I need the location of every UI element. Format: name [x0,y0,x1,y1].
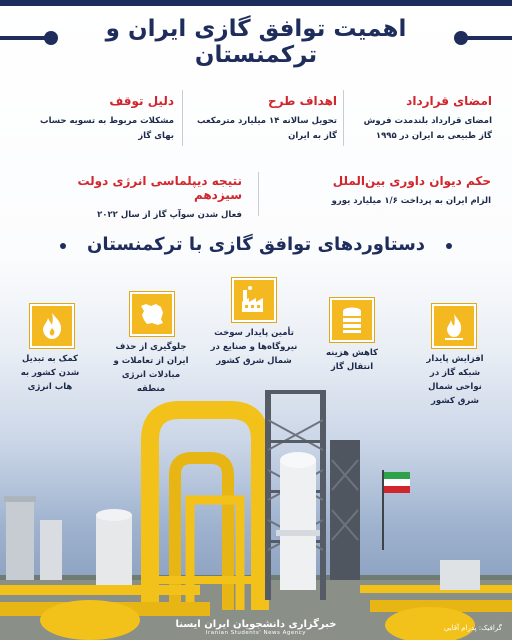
card-title: حکم دیوان داوری بین‌الملل [332,174,491,188]
header [0,12,512,68]
card-text: تحویل سالانه ۱۴ میلیارد مترمکعب گاز به ایران [196,116,337,141]
agency-name-fa: خبرگزاری دانشجویان ایران ایسنا [175,619,337,630]
flame-icon [30,304,74,348]
section-dot-right [446,243,452,249]
card-contract-signing [352,94,492,144]
title-dot-left [44,31,58,45]
title-rule-right [466,36,512,40]
card-text: الزام ایران به پرداخت ۱/۶ میلیارد یورو [331,196,491,206]
card-title: اهداف طرح [267,94,337,108]
divider [343,90,344,146]
gas-facility-illustration [0,380,512,640]
card-text: مشکلات مربوط به تسویه حساب بهای گاز [40,116,174,141]
page-title: اهمیت توافق گازی ایران و ترکمنستان [105,16,407,68]
coins-icon [330,298,374,342]
card-text: امضای قرارداد بلندمدت فروش گاز طبیعی به ایران در ۱۹۹۵ [363,116,492,141]
agency-name-en: Iranian Students' News Agency [205,630,307,636]
achievement-text: کاهش هزینه انتقال گاز [325,348,378,372]
card-diplomacy-result [30,174,242,223]
divider [258,172,259,216]
section-title: دستاوردهای توافق گازی با ترکمنستان [86,234,426,255]
title-rule-left [0,36,46,40]
top-bar [0,0,512,6]
graphic-credit: گرافیک: پدرام آقایی [443,624,502,632]
achievement-text: تأمین پایدار سوخت نیروگاه‌ها و صنایع در شمال شرق کشور [210,328,298,366]
achievement-text: کمک به تبدیل شدن کشور به هاب انرژی [20,354,80,392]
gas-flame-icon [432,304,476,348]
card-project-goals [192,94,337,144]
card-title: نتیجه دیپلماسی انرژی دولت سیزدهم [77,174,242,202]
factory-icon [232,278,276,322]
agency-logo [0,619,512,636]
card-title: دلیل توقف [109,94,174,108]
achievement-text: جلوگیری از حذف ایران از تعاملات و مبادلات انرژی منطقه [113,342,189,394]
achievement-text: افزایش پایدار شبکه گاز در نواحی شمال شرق کشور [426,354,484,406]
divider [182,90,183,146]
card-stop-reason [30,94,174,144]
card-title: امضای قرارداد [406,94,492,108]
card-text: فعال شدن سوآپ گاز از سال ۲۰۲۲ [97,210,242,220]
card-arbitration-ruling [275,174,491,209]
iran-map-icon [130,292,174,336]
